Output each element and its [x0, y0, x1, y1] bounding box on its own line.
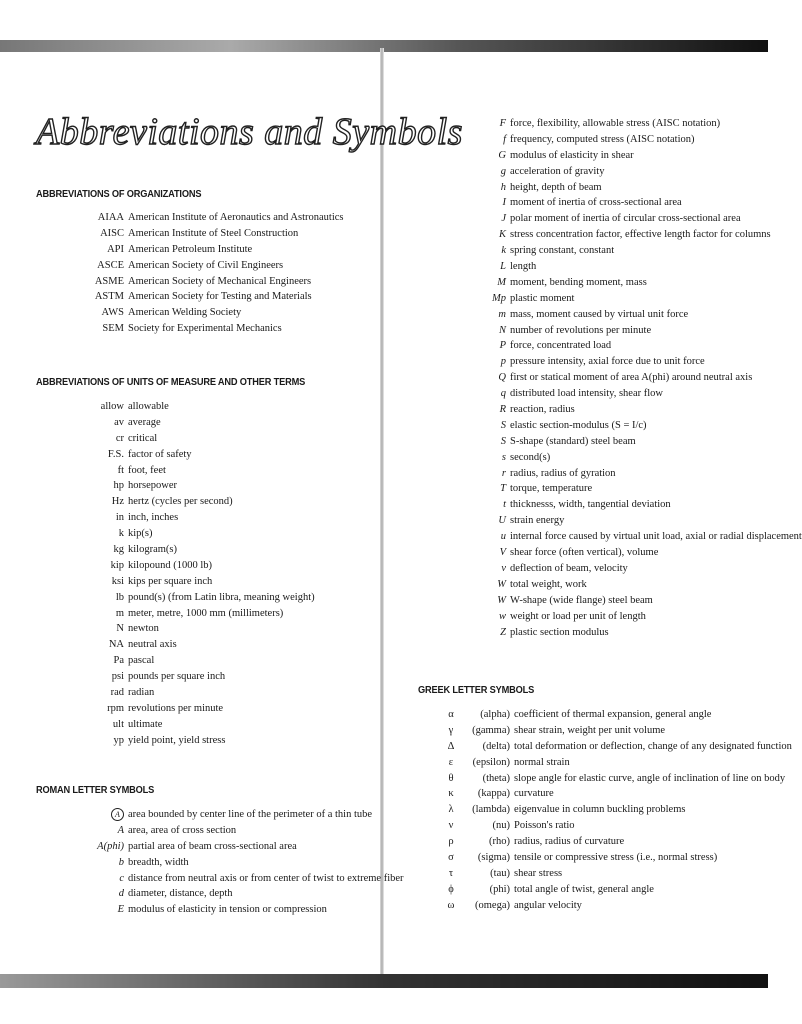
list-item: [72, 210, 344, 226]
list-item: [72, 289, 344, 305]
greek-letter: λ: [448, 804, 454, 816]
list-item: [92, 886, 404, 902]
list-item-key: f: [503, 133, 506, 145]
list-item: [74, 717, 315, 733]
list-item-value: kilogram(s): [128, 544, 177, 556]
greek-name: (nu): [492, 820, 510, 832]
list-item-key: yp: [113, 734, 124, 746]
list-item: [92, 807, 404, 823]
list-item-key: d: [118, 888, 124, 900]
list-item-value: American Petroleum Institute: [128, 243, 253, 255]
list-item-key: Z: [500, 626, 506, 638]
list-item-value: thicknesss, width, tangential deviation: [510, 499, 671, 511]
greek-name: (lambda): [472, 804, 510, 816]
list-item: [74, 669, 315, 685]
list-item-key: k: [118, 528, 124, 540]
list-item: [72, 242, 344, 258]
list-item: [440, 802, 792, 818]
list-item-value: Society for Experimental Mechanics: [128, 323, 282, 335]
list-item-key: t: [503, 499, 506, 511]
list-item-value: pound(s) (from Latin libra, meaning weight): [128, 591, 315, 603]
list-item: [470, 132, 802, 148]
list-item-value: distance from neutral axis or from center of twist to extreme fiber: [128, 872, 404, 884]
list-item-value: moment of inertia of cross-sectional area: [510, 197, 682, 209]
greek-name: (kappa): [477, 788, 510, 800]
greek-name: (phi): [489, 883, 510, 895]
greek-name: (epsilon): [472, 756, 510, 768]
list-item: [470, 577, 802, 593]
greek-letter: α: [448, 709, 454, 720]
list-item: [470, 307, 802, 323]
list-item-value: mass, moment caused by virtual unit force: [510, 308, 689, 320]
list-item: [470, 195, 802, 211]
list-item-key: A: [117, 824, 124, 836]
greek-name: (gamma): [472, 724, 510, 736]
list-item-value: diameter, distance, depth: [128, 888, 233, 900]
list-item-value: foot, feet: [128, 464, 166, 476]
list-item-key: w: [498, 610, 506, 622]
list-item-value: revolutions per minute: [128, 702, 224, 714]
list-item-key: Pa: [113, 655, 124, 667]
list-item-value: force, concentrated load: [510, 340, 612, 352]
list-item: [470, 243, 802, 259]
list-item-key: s: [501, 451, 506, 463]
list-item: [470, 164, 802, 180]
greek-letter: ν: [448, 820, 454, 832]
list-item-value: polar moment of inertia of circular cross-sectional area: [510, 213, 741, 225]
list-item-key: r: [501, 467, 506, 479]
list-item: [92, 871, 404, 887]
list-item-value: radius, radius of curvature: [514, 836, 625, 848]
list-item-key: P: [499, 340, 506, 352]
list-item-key: av: [114, 416, 124, 428]
list-item: [440, 739, 792, 755]
list-item-value: Poisson's ratio: [514, 820, 575, 832]
list-item-key: ASME: [94, 275, 124, 287]
list-item: [470, 338, 802, 354]
list-item-value: W-shape (wide flange) steel beam: [510, 594, 653, 606]
list-item-value: normal strain: [514, 756, 570, 768]
list-item: [470, 625, 802, 641]
list-item-value: allowable: [128, 401, 169, 412]
list-item-key: b: [118, 856, 124, 868]
list-item-value: American Society for Testing and Materials: [128, 291, 312, 303]
list-item: [440, 771, 792, 787]
list-item: [470, 466, 802, 482]
greek-letter: Δ: [447, 740, 455, 752]
list-item: [470, 227, 802, 243]
roman-heading: ROMAN LETTER SYMBOLS: [36, 784, 155, 796]
list-item-value: American Society of Civil Engineers: [128, 259, 284, 271]
list-item-key: E: [117, 904, 124, 916]
greek-name: (delta): [482, 740, 510, 752]
list-item: [74, 574, 315, 590]
list-item: [74, 590, 315, 606]
list-item-value: internal force caused by virtual unit load, axial or radial displacement: [510, 531, 802, 543]
greek-name: (rho): [489, 836, 510, 848]
list-item-value: distributed load intensity, shear flow: [510, 388, 663, 400]
list-item-value: American Welding Society: [128, 307, 242, 319]
list-item: [74, 510, 315, 526]
list-item: [74, 431, 315, 447]
list-item-value: spring constant, constant: [510, 245, 615, 257]
list-item-key: A(phi): [97, 840, 124, 852]
list-item-value: length: [510, 261, 537, 273]
list-item: [470, 211, 802, 227]
list-item-value: total angle of twist, general angle: [514, 883, 654, 895]
list-item: [74, 621, 315, 637]
list-item: [470, 593, 802, 609]
list-item: [74, 526, 315, 542]
list-item-value: area, area of cross section: [128, 824, 237, 836]
list-item-value: hertz (cycles per second): [128, 496, 233, 508]
list-item: [470, 354, 802, 370]
list-item-key: u: [500, 531, 506, 543]
greek-name: (sigma): [477, 852, 510, 864]
list-item: [72, 258, 344, 274]
greek-letter: κ: [448, 788, 454, 800]
scan-top-edge: [0, 40, 768, 52]
list-item-value: meter, metre, 1000 mm (millimeters): [128, 607, 284, 619]
list-item: [440, 882, 792, 898]
list-item-value: number of revolutions per minute: [510, 324, 652, 336]
list-item-value: shear force (often vertical), volume: [510, 547, 659, 559]
list-item: [470, 116, 802, 132]
list-item-key: [92, 807, 128, 823]
list-item-value: area bounded by center line of the perimeter of a thin tube: [128, 809, 373, 820]
list-item: [470, 386, 802, 402]
list-item-value: plastic moment: [510, 292, 575, 304]
list-item-value: angular velocity: [514, 899, 582, 911]
list-item-key: F: [499, 118, 506, 129]
list-item: [470, 180, 802, 196]
greek-letter: θ: [448, 772, 454, 784]
list-item-value: S-shape (standard) steel beam: [510, 435, 636, 447]
circled-symbol: A: [111, 808, 124, 821]
list-item-key: W: [497, 594, 506, 606]
list-item-key: N: [498, 324, 506, 336]
list-item-value: shear strain, weight per unit volume: [514, 724, 666, 736]
list-item-value: American Society of Mechanical Engineers: [128, 275, 312, 287]
list-item-key: p: [500, 356, 506, 368]
list-item-value: plastic section modulus: [510, 626, 609, 638]
list-item-value: eigenvalue in column buckling problems: [514, 804, 686, 816]
list-item-key: I: [502, 197, 506, 209]
list-item: [74, 653, 315, 669]
list-item-value: strain energy: [510, 515, 565, 527]
list-item: [74, 685, 315, 701]
list-item: [74, 637, 315, 653]
list-item: [470, 370, 802, 386]
list-item-value: kip(s): [128, 528, 153, 540]
list-item: [440, 850, 792, 866]
organizations-heading: ABBREVIATIONS OF ORGANIZATIONS: [36, 188, 202, 200]
list-item: [72, 226, 344, 242]
list-item-key: R: [499, 404, 506, 416]
greek-letter: ϕ: [448, 883, 454, 895]
list-item-value: breadth, width: [128, 856, 189, 868]
list-item-value: total weight, work: [510, 578, 587, 590]
greek-name: (tau): [490, 867, 510, 879]
roman-symbols-list-right: [470, 116, 802, 640]
list-item: [92, 902, 404, 918]
list-item-key: m: [115, 607, 124, 619]
list-item-key: c: [119, 872, 124, 884]
list-item-key: G: [498, 149, 506, 161]
list-item-value: force, flexibility, allowable stress (AISC notation): [510, 118, 721, 129]
list-item-key: ksi: [111, 575, 124, 587]
list-item-value: inch, inches: [128, 512, 179, 524]
list-item-key: S: [500, 435, 506, 447]
list-item: [74, 733, 315, 749]
list-item-key: rad: [110, 687, 124, 699]
list-item-value: modulus of elasticity in shear: [510, 149, 634, 161]
list-item-value: slope angle for elastic curve, angle of inclination of line on body: [514, 772, 786, 784]
list-item: [440, 898, 792, 914]
list-item: [92, 839, 404, 855]
list-item-value: elastic section-modulus (S = I/c): [510, 419, 647, 431]
list-item: [470, 513, 802, 529]
list-item-key: in: [115, 512, 124, 524]
list-item-key: Mp: [492, 292, 506, 304]
list-item-key: F.S.: [107, 448, 124, 460]
list-item-key: T: [500, 483, 506, 495]
list-item-key: m: [498, 308, 506, 320]
list-item: [470, 481, 802, 497]
list-item-key: API: [107, 243, 124, 255]
list-item-key: U: [498, 515, 506, 527]
list-item: [440, 818, 792, 834]
list-item-key: rpm: [107, 702, 124, 714]
list-item: [470, 275, 802, 291]
list-item-key: v: [501, 562, 506, 574]
list-item: [440, 707, 792, 723]
list-item: [72, 274, 344, 290]
list-item: [440, 834, 792, 850]
list-item-key: lb: [115, 591, 124, 603]
greek-letter: τ: [448, 867, 454, 879]
list-item-value: pascal: [128, 655, 155, 667]
list-item-value: total deformation or deflection, change of any designated function: [514, 740, 792, 752]
greek-name: (omega): [475, 899, 510, 911]
list-item: [470, 402, 802, 418]
list-item: [440, 723, 792, 739]
greek-heading: GREEK LETTER SYMBOLS: [418, 684, 535, 696]
list-item: [470, 545, 802, 561]
list-item-key: g: [500, 165, 506, 177]
list-item-key: S: [500, 419, 506, 431]
list-item-value: shear stress: [514, 867, 563, 879]
list-item-key: kg: [113, 544, 124, 556]
list-item-key: Q: [498, 372, 506, 384]
list-item-value: radius, radius of gyration: [510, 467, 616, 479]
list-item-key: Hz: [111, 496, 124, 508]
list-item: [470, 609, 802, 625]
greek-name: (theta): [482, 772, 510, 784]
list-item-key: allow: [100, 401, 124, 412]
list-item: [74, 701, 315, 717]
list-item-key: AWS: [101, 307, 124, 319]
list-item-value: average: [128, 416, 161, 428]
list-item: [470, 259, 802, 275]
list-item: [72, 305, 344, 321]
organizations-list: [72, 210, 344, 337]
list-item: [470, 148, 802, 164]
list-item-value: height, depth of beam: [510, 181, 602, 193]
list-item-key: L: [500, 261, 506, 273]
list-item: [440, 866, 792, 882]
list-item-value: factor of safety: [128, 448, 192, 460]
list-item-value: kips per square inch: [128, 575, 213, 587]
list-item-value: modulus of elasticity in tension or compression: [128, 904, 327, 916]
list-item: [470, 418, 802, 434]
list-item: [74, 478, 315, 494]
list-item-key: h: [500, 181, 506, 193]
list-item-value: reaction, radius: [510, 404, 575, 416]
list-item-value: tensile or compressive stress (i.e., normal stress): [514, 852, 718, 864]
list-item-value: frequency, computed stress (AISC notation): [510, 133, 695, 145]
list-item-value: radian: [128, 687, 155, 699]
units-list: [74, 399, 315, 749]
greek-letter: ω: [447, 899, 455, 911]
list-item-key: ASTM: [94, 291, 124, 303]
list-item-value: stress concentration factor, effective length factor for columns: [510, 229, 771, 241]
roman-symbols-list-left: [92, 807, 404, 918]
list-item: [440, 755, 792, 771]
list-item-value: critical: [128, 432, 158, 444]
list-item-value: deflection of beam, velocity: [510, 562, 628, 574]
units-heading: ABBREVIATIONS OF UNITS OF MEASURE AND OTHER TERMS: [36, 376, 306, 388]
list-item-value: first or statical moment of area A(phi) around neutral axis: [510, 372, 753, 384]
list-item-value: American Institute of Aeronautics and Astronautics: [128, 212, 344, 223]
list-item-value: curvature: [514, 788, 554, 800]
list-item-value: ultimate: [128, 718, 163, 730]
list-item-value: torque, temperature: [510, 483, 593, 495]
list-item-key: hp: [113, 480, 124, 492]
list-item: [74, 494, 315, 510]
list-item-value: American Institute of Steel Construction: [128, 227, 299, 239]
list-item-key: SEM: [102, 323, 124, 335]
list-item: [92, 855, 404, 871]
list-item-key: J: [501, 213, 506, 225]
list-item-key: kip: [110, 559, 124, 571]
list-item-key: psi: [111, 671, 124, 683]
greek-letter: σ: [448, 852, 454, 864]
list-item: [470, 497, 802, 513]
list-item-key: V: [499, 547, 506, 559]
list-item-value: acceleration of gravity: [510, 165, 605, 177]
list-item-key: cr: [115, 432, 124, 444]
list-item-key: q: [500, 388, 506, 400]
list-item: [470, 291, 802, 307]
list-item: [470, 323, 802, 339]
list-item: [470, 529, 802, 545]
list-item-key: K: [498, 229, 506, 241]
list-item-key: NA: [108, 639, 124, 651]
list-item: [92, 823, 404, 839]
list-item-key: N: [116, 623, 124, 635]
list-item-key: AIAA: [97, 212, 124, 223]
list-item-value: weight or load per unit of length: [510, 610, 646, 622]
list-item-value: coefficient of thermal expansion, general angle: [514, 709, 712, 720]
greek-name: (alpha): [480, 709, 510, 720]
list-item-value: pressure intensity, axial force due to unit force: [510, 356, 705, 368]
list-item-value: kilopound (1000 lb): [128, 559, 212, 571]
greek-letter: γ: [448, 724, 454, 736]
list-item-value: horsepower: [128, 480, 177, 492]
list-item-value: yield point, yield stress: [128, 734, 226, 746]
list-item: [74, 558, 315, 574]
list-item: [440, 786, 792, 802]
list-item: [74, 542, 315, 558]
greek-symbols-list: [440, 707, 792, 914]
list-item-value: pounds per square inch: [128, 671, 226, 683]
list-item-key: ult: [112, 718, 124, 730]
list-item: [74, 415, 315, 431]
list-item-value: second(s): [510, 451, 551, 463]
list-item: [74, 447, 315, 463]
list-item: [470, 434, 802, 450]
list-item-value: partial area of beam cross-sectional area: [128, 840, 297, 852]
greek-letter: ε: [448, 756, 454, 768]
greek-letter: ρ: [448, 836, 454, 848]
list-item-key: ft: [117, 464, 124, 476]
list-item: [470, 561, 802, 577]
list-item: [74, 606, 315, 622]
list-item-key: ASCE: [97, 259, 124, 271]
list-item: [72, 321, 344, 337]
list-item: [74, 399, 315, 415]
list-item: [470, 450, 802, 466]
scan-bottom-edge: [0, 974, 768, 988]
list-item: [74, 463, 315, 479]
list-item-key: M: [497, 276, 506, 288]
list-item-value: neutral axis: [128, 639, 177, 651]
list-item-key: W: [497, 578, 506, 590]
list-item-value: moment, bending moment, mass: [510, 276, 647, 288]
page-title: Abbreviations and Symbols: [36, 111, 463, 153]
list-item-value: newton: [128, 623, 159, 635]
list-item-key: k: [501, 245, 506, 257]
list-item-key: AISC: [100, 227, 124, 239]
